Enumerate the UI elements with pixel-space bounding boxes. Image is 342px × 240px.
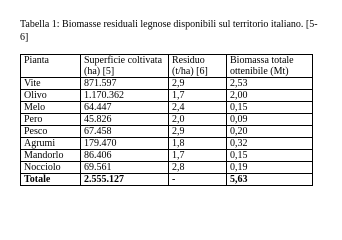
cell-biomassa: 0,09 xyxy=(227,114,313,126)
table-row xyxy=(21,150,313,162)
cell-superficie: 179.470 xyxy=(81,138,169,150)
total-label: Totale xyxy=(21,174,81,186)
cell-pianta: Agrumi xyxy=(21,138,81,150)
table-row xyxy=(21,162,313,174)
table-row xyxy=(21,78,313,90)
cell-biomassa: 0,15 xyxy=(227,102,313,114)
cell-pianta: Melo xyxy=(21,102,81,114)
column-header-superficie: Superficie coltivata (ha) [5] xyxy=(81,55,169,78)
cell-superficie: 871.597 xyxy=(81,78,169,90)
cell-residuo: 1,7 xyxy=(169,150,227,162)
cell-pianta: Pesco xyxy=(21,126,81,138)
cell-biomassa: 0,32 xyxy=(227,138,313,150)
column-header-residuo: Residuo (t/ha) [6] xyxy=(169,55,227,78)
cell-biomassa: 0,19 xyxy=(227,162,313,174)
cell-superficie: 86.406 xyxy=(81,150,169,162)
cell-pianta: Mandorlo xyxy=(21,150,81,162)
cell-biomassa: 0,20 xyxy=(227,126,313,138)
column-header-biomassa: Biomassa totale ottenibile (Mt) xyxy=(227,55,313,78)
biomass-table xyxy=(20,54,313,186)
total-biomassa: 5,63 xyxy=(227,174,313,186)
cell-residuo: 2,9 xyxy=(169,78,227,90)
table-row xyxy=(21,102,313,114)
cell-pianta: Vite xyxy=(21,78,81,90)
table-row xyxy=(21,114,313,126)
total-residuo: - xyxy=(169,174,227,186)
cell-superficie: 64.447 xyxy=(81,102,169,114)
column-header-pianta: Pianta xyxy=(21,55,81,78)
cell-residuo: 2,0 xyxy=(169,114,227,126)
cell-residuo: 1,8 xyxy=(169,138,227,150)
cell-biomassa: 2,00 xyxy=(227,90,313,102)
cell-pianta: Nocciolo xyxy=(21,162,81,174)
cell-pianta: Olivo xyxy=(21,90,81,102)
cell-superficie: 1.170.362 xyxy=(81,90,169,102)
cell-residuo: 2,9 xyxy=(169,126,227,138)
cell-residuo: 2,4 xyxy=(169,102,227,114)
cell-superficie: 69.561 xyxy=(81,162,169,174)
cell-superficie: 67.458 xyxy=(81,126,169,138)
table-caption: Tabella 1: Biomasse residuali legnose disponibili sul territorio italiano. [5-6] xyxy=(20,19,318,43)
cell-biomassa: 0,15 xyxy=(227,150,313,162)
table-row xyxy=(21,126,313,138)
total-superficie: 2.555.127 xyxy=(81,174,169,186)
table-row xyxy=(21,138,313,150)
table-total-row xyxy=(21,174,313,186)
cell-residuo: 2,8 xyxy=(169,162,227,174)
table-row xyxy=(21,90,313,102)
cell-superficie: 45.826 xyxy=(81,114,169,126)
cell-biomassa: 2,53 xyxy=(227,78,313,90)
cell-pianta: Pero xyxy=(21,114,81,126)
cell-residuo: 1,7 xyxy=(169,90,227,102)
table-header-row xyxy=(21,55,313,78)
